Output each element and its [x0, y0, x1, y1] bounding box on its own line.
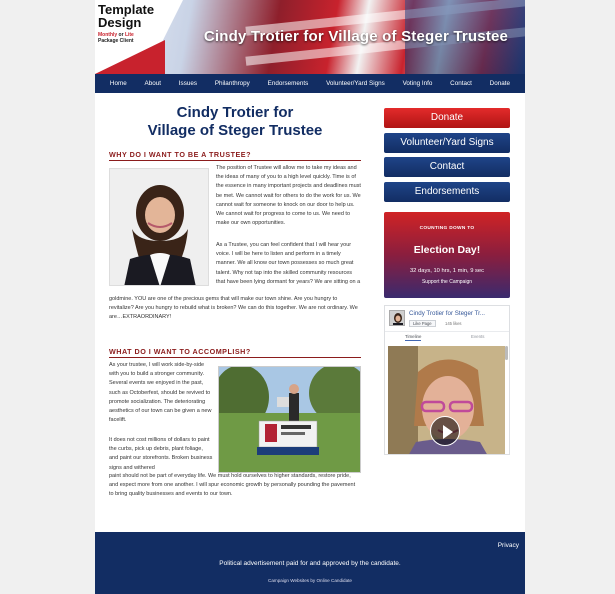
facebook-tabs	[385, 332, 509, 343]
accomplish-paragraph-1: As your trustee, I will work side-by-side with you to build a stronger community. Several events we enjoyed in the past, such as Octoberfest, should be revived to promote socialization. The deteriorating aesthetics of our town can be given a new facelift.	[109, 362, 212, 424]
event-photo	[218, 366, 361, 473]
endorsements-button[interactable]: Endorsements	[384, 182, 510, 202]
facebook-video-post[interactable]	[388, 346, 505, 455]
main-nav	[95, 74, 525, 93]
facebook-page-name[interactable]: Cindy Trotier for Steger Tr...	[409, 310, 485, 317]
nav-endorsements[interactable]: Endorsements	[267, 80, 309, 87]
badge-subtitle: Monthly or Lite Package Client	[98, 32, 134, 44]
footer	[95, 532, 525, 594]
main-content	[109, 104, 361, 498]
accomplish-paragraph-2: It does not cost millions of dollars to paint the curbs, pick up debris, plant foliage, and paint our storefronts. Broken business signs and withered	[109, 437, 213, 471]
support-campaign-link[interactable]: Support the Campaign	[421, 279, 473, 285]
facebook-scrollbar[interactable]	[505, 346, 508, 360]
powered-by-link[interactable]: Campaign Websites by Online Candidate	[268, 578, 352, 583]
section-heading-accomplish: WHAT DO I WANT TO ACCOMPLISH?	[109, 347, 361, 358]
donate-button[interactable]: Donate	[384, 108, 510, 128]
privacy-link[interactable]: Privacy	[497, 542, 519, 549]
header-banner	[95, 0, 525, 74]
section-heading-why: WHY DO I WANT TO BE A TRUSTEE?	[109, 150, 361, 161]
nav-issues[interactable]: Issues	[178, 80, 197, 87]
nav-contact[interactable]: Contact	[450, 80, 472, 87]
avatar-image	[390, 311, 405, 326]
nav-home[interactable]: Home	[109, 80, 127, 87]
tab-events[interactable]: Events	[471, 334, 485, 339]
accomplish-paragraph-2-cont: paint should not be part of everyday life. We must hold ourselves to higher standards, restore pride, and expect more from one another. I will spur economic growth by personally pounding the pavement to bring quality businesses and events to our town.	[109, 473, 356, 498]
volunteer-button[interactable]: Volunteer/Yard Signs	[384, 133, 510, 153]
site-title[interactable]: Cindy Trotier for Village of Steger Trustee	[203, 28, 509, 45]
facebook-page-avatar[interactable]	[389, 310, 405, 326]
portrait-image	[110, 169, 209, 286]
countdown-time: 32 days, 10 hrs, 1 min, 9 sec	[409, 268, 485, 274]
facebook-like-count: 145 likes	[445, 321, 462, 326]
facebook-header	[385, 306, 509, 332]
countdown-label: COUNTING DOWN TO	[419, 226, 475, 231]
play-icon[interactable]	[430, 416, 460, 446]
nav-volunteer[interactable]: Volunteer/Yard Signs	[326, 80, 385, 87]
election-countdown	[384, 212, 510, 298]
page-title: Cindy Trotier for Village of Steger Trustee	[147, 104, 323, 139]
why-paragraph-2: As a Trustee, you can feel confident that I will hear your voice. I will be here to listen and perform in a timely manner. We all know our town possesses so much great talent. Why not tap into the skilled community resources that have been lying dormant for years? We are sitting on a	[216, 242, 361, 285]
facebook-widget	[384, 305, 510, 455]
countdown-title: Election Day!	[413, 244, 481, 256]
contact-button[interactable]: Contact	[384, 157, 510, 177]
facebook-like-button[interactable]: Like Page	[409, 320, 436, 327]
nav-voting-info[interactable]: Voting Info	[402, 80, 433, 87]
nav-donate[interactable]: Donate	[489, 80, 510, 87]
why-paragraph-2-cont: goldmine. YOU are one of the precious gems that will make our town shine. Are you hungry to revitalize? Are you hungry to rebuild what is broken? We can do this together. We are not ordinary. We are…EXTRAORDINARY!	[109, 296, 358, 321]
political-disclaimer: Political advertisement paid for and approved by the candidate.	[219, 560, 401, 567]
page	[95, 0, 525, 594]
badge-title: Template Design	[98, 2, 155, 30]
sidebar	[384, 108, 510, 339]
event-photo-image	[219, 367, 361, 473]
tab-timeline[interactable]: Timeline	[405, 334, 422, 339]
why-paragraph-1: The position of Trustee will allow me to take my ideas and the ideas of many of you to a high level quickly. Time is of the essence in many important projects and deadlines must be met. We cannot wait for others to do the work for us. We cannot wait for someone to knock on our door to help us. We cannot wait for progress to come to us. We need to make our own opportunities.	[216, 165, 361, 227]
nav-about[interactable]: About	[144, 80, 161, 87]
nav-philanthropy[interactable]: Philanthropy	[214, 80, 250, 87]
candidate-portrait	[109, 168, 209, 286]
